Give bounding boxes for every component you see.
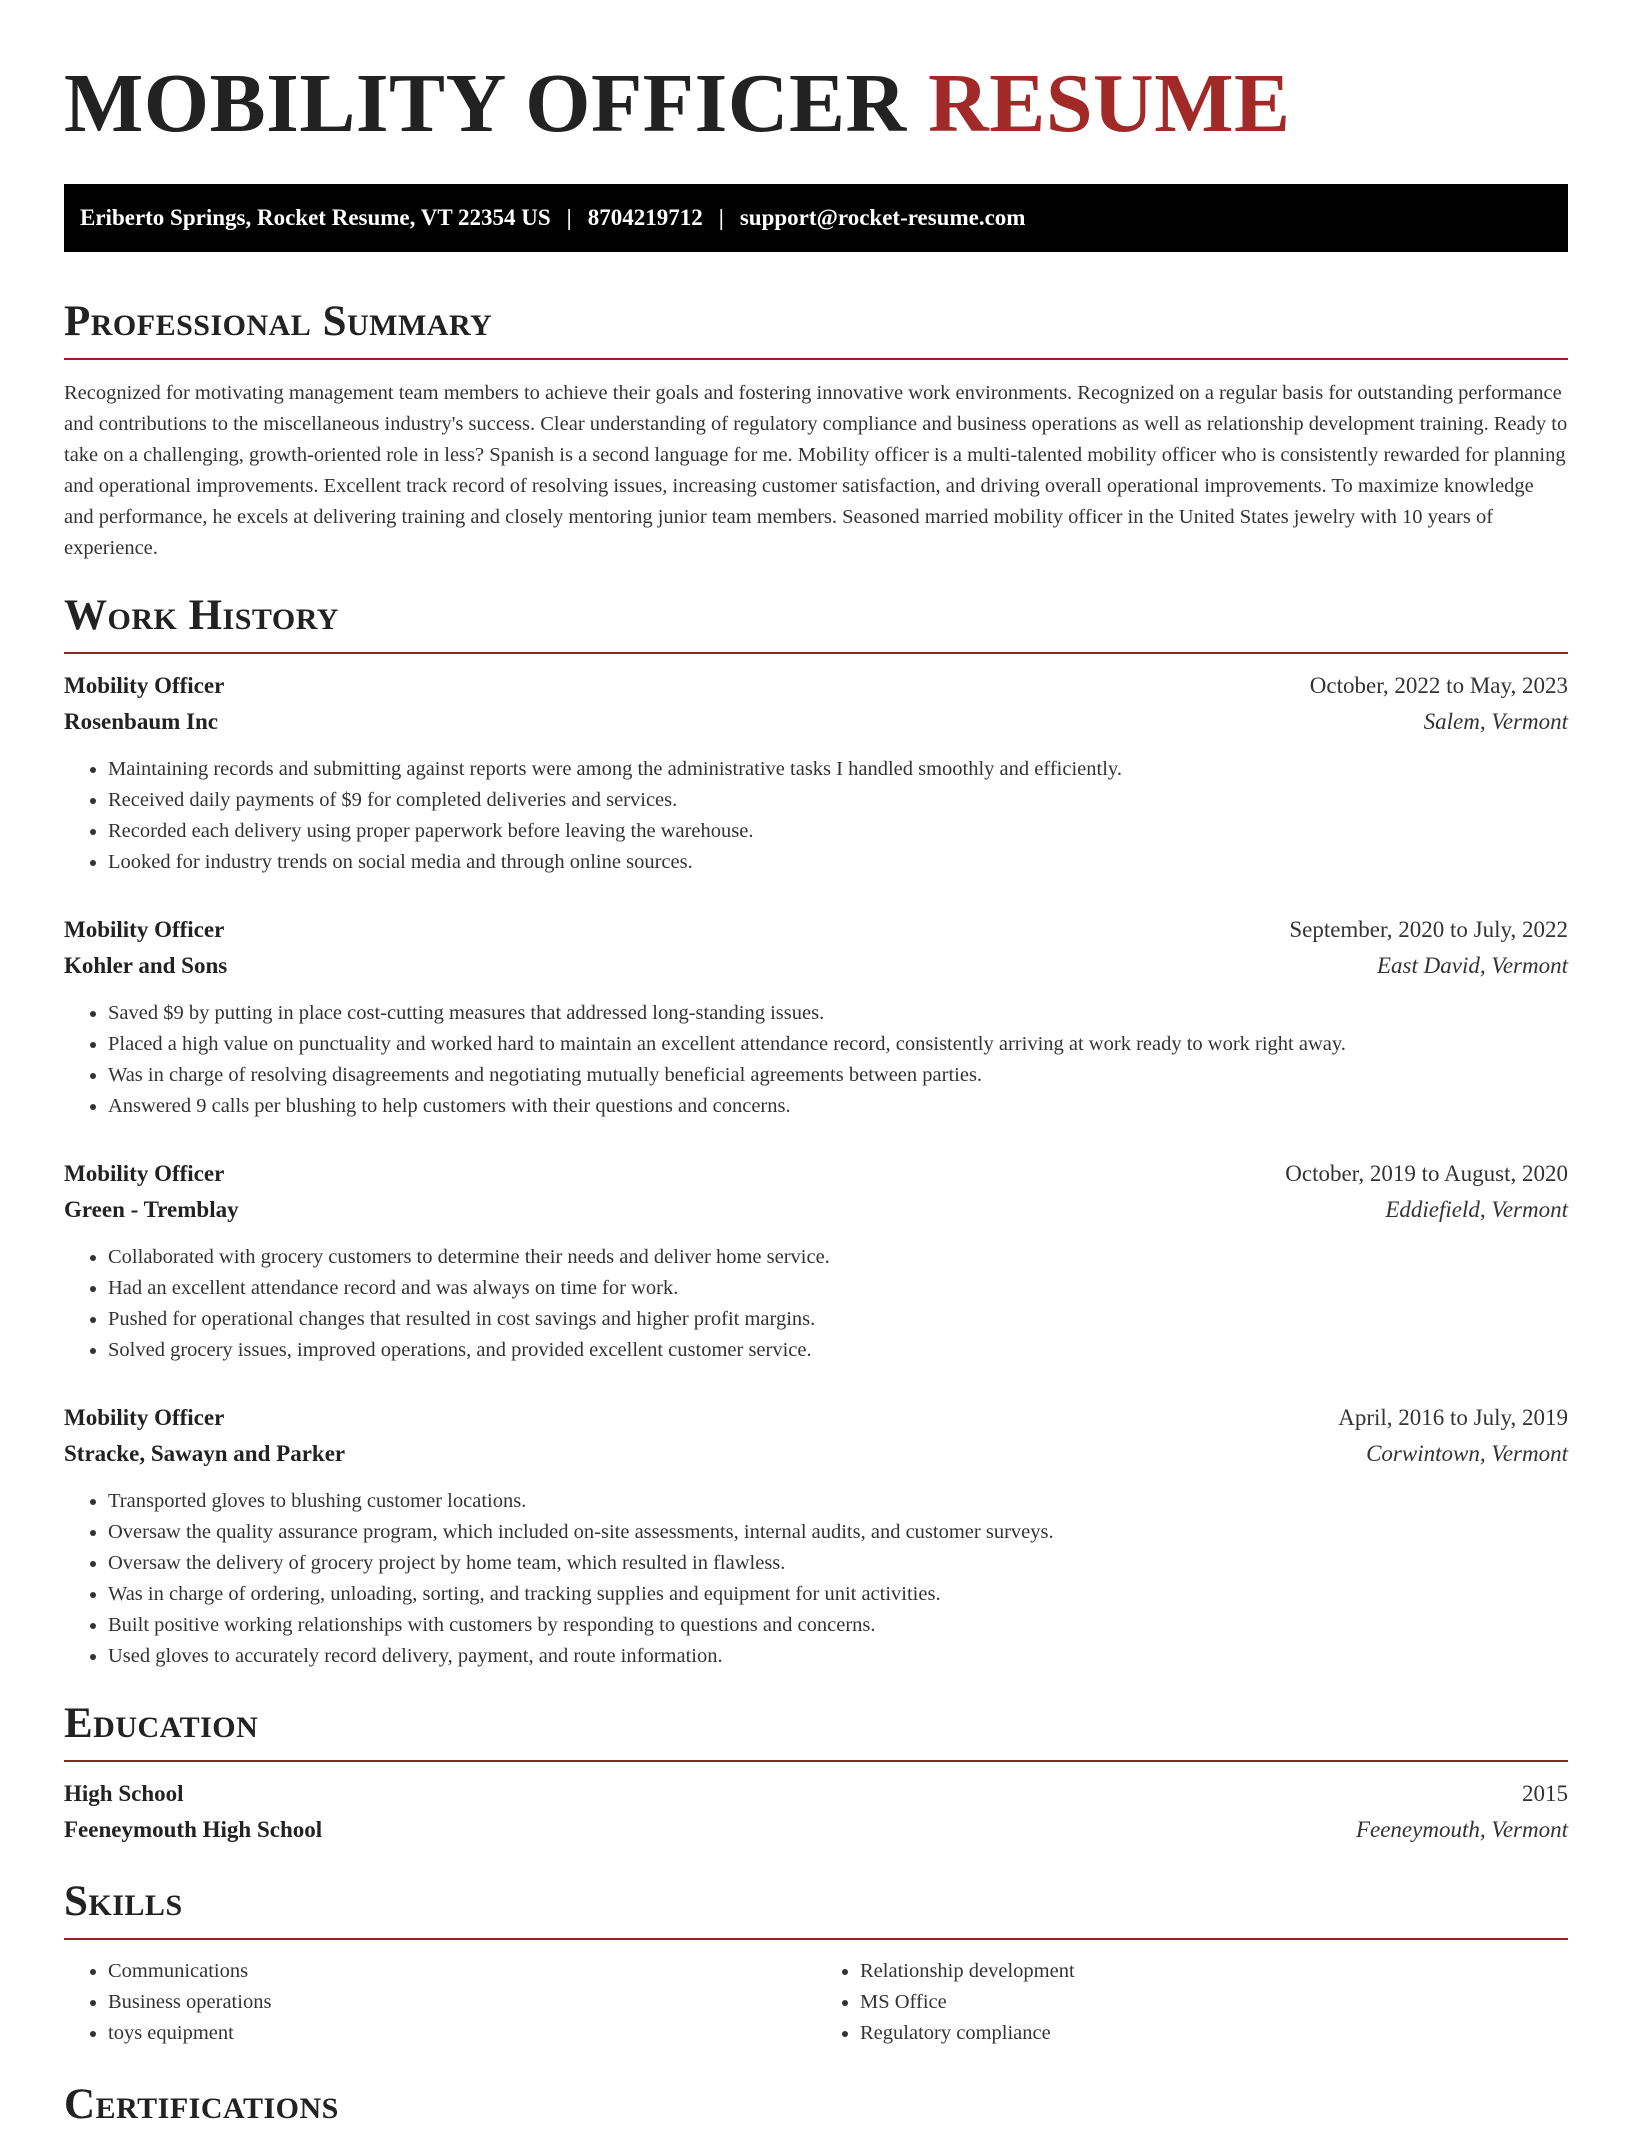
section-title-certifications: Certifications (64, 2081, 339, 2128)
job-company: Stracke, Sawayn and Parker (64, 1441, 346, 1466)
title-accent: RESUME (928, 57, 1291, 150)
job-bullet: • Oversaw the delivery of grocery project by home team, which resulted in flawless. (108, 1548, 1568, 1579)
summary-text: Recognized for motivating management team members to achieve their goals and fostering innovative work environments. Recognized on a regular basis for outstanding performance and contributions to the miscellaneous industry's success. Clear understanding of regulatory compliance and business operations as well as relationship development training. Ready to take on a challenging, growth-oriented role in less? Spanish is a second language for me. Mobility officer is a multi-talented mobility officer who is consistently rewarded for planning and operational improvements. Excellent track record of resolving issues, increasing customer satisfaction, and driving overall operational improvements. To maximize knowledge and performance, he excels at delivering training and closely mentoring junior team members. Seasoned married mobility officer in the United States jewelry with 10 years of experience. (64, 382, 1568, 559)
job-bullet: • Had an excellent attendance record and was always on time for work. (108, 1273, 1568, 1304)
job-company: Rosenbaum Inc (64, 709, 219, 734)
skill-item: • Communications (108, 1956, 816, 1987)
job-bullet: • Pushed for operational changes that resulted in cost savings and higher profit margins. (108, 1304, 1568, 1335)
job-bullet: • Used gloves to accurately record delivery, payment, and route information. (108, 1641, 1568, 1672)
job-dates: September, 2020 to July, 2022 (1289, 917, 1568, 942)
work-history-section (64, 590, 1568, 1672)
job-role: Mobility Officer (64, 917, 225, 942)
job-role: Mobility Officer (64, 673, 225, 698)
job-header (64, 912, 1568, 948)
job-subheader (64, 948, 1568, 984)
resume-title (64, 0, 1568, 152)
education-degree: High School (64, 1781, 184, 1806)
skills-list-right (816, 1956, 1568, 2049)
certifications-section (64, 2079, 1568, 2131)
skill-item: • MS Office (860, 1987, 1568, 2018)
skill-item: • Business operations (108, 1987, 816, 2018)
education-year: 2015 (1522, 1781, 1568, 1806)
contact-bar (64, 184, 1568, 252)
section-divider (64, 652, 1568, 654)
job-bullet: • Transported gloves to blushing customer locations. (108, 1486, 1568, 1517)
job-bullet: • Answered 9 calls per blushing to help customers with their questions and concerns. (108, 1091, 1568, 1122)
job-company: Kohler and Sons (64, 953, 228, 978)
section-title-education: Education (64, 1700, 259, 1747)
contact-separator: | (718, 205, 724, 230)
job-role: Mobility Officer (64, 1161, 225, 1186)
section-title-summary: Professional Summary (64, 298, 493, 345)
job-bullet: • Solved grocery issues, improved operations, and provided excellent customer service. (108, 1335, 1568, 1366)
job-bullet: • Was in charge of ordering, unloading, sorting, and tracking supplies and equipment for unit activities. (108, 1579, 1568, 1610)
job-dates: October, 2022 to May, 2023 (1309, 673, 1568, 698)
job-location: East David, Vermont (1376, 953, 1568, 978)
job-bullet: • Collaborated with grocery customers to determine their needs and deliver home service. (108, 1242, 1568, 1273)
job-header (64, 1400, 1568, 1436)
job-bullet: • Oversaw the quality assurance program, which included on-site assessments, internal audits, and customer surveys. (108, 1517, 1568, 1548)
job-bullet: • Built positive working relationships with customers by responding to questions and concerns. (108, 1610, 1568, 1641)
job-bullets (64, 754, 1568, 878)
job-bullet: • Placed a high value on punctuality and worked hard to maintain an excellent attendance record, consistently arriving at work ready to work right away. (108, 1029, 1568, 1060)
contact-email[interactable]: support@rocket-resume.com (739, 205, 1026, 230)
job-dates: October, 2019 to August, 2020 (1285, 1161, 1568, 1186)
skills-list-left (64, 1956, 816, 2049)
job-bullet: • Recorded each delivery using proper paperwork before leaving the warehouse. (108, 816, 1568, 847)
education-entry (64, 1776, 1568, 1848)
job-role: Mobility Officer (64, 1405, 225, 1430)
job-location: Eddiefield, Vermont (1385, 1197, 1568, 1222)
job-location: Corwintown, Vermont (1366, 1441, 1568, 1466)
education-subheader (64, 1812, 1568, 1848)
education-header (64, 1776, 1568, 1812)
job-bullet: • Was in charge of resolving disagreements and negotiating mutually beneficial agreements between parties. (108, 1060, 1568, 1091)
skill-item: • Relationship development (860, 1956, 1568, 1987)
skills-grid (64, 1940, 1568, 2049)
job-entry (64, 1400, 1568, 1672)
job-bullets (64, 998, 1568, 1122)
job-subheader (64, 1436, 1568, 1472)
skills-section (64, 1876, 1568, 2049)
job-entry (64, 668, 1568, 878)
job-subheader (64, 704, 1568, 740)
job-entry (64, 1156, 1568, 1366)
job-bullets (64, 1242, 1568, 1366)
job-bullet: • Received daily payments of $9 for completed deliveries and services. (108, 785, 1568, 816)
job-company: Green - Tremblay (64, 1197, 239, 1222)
job-bullet: • Looked for industry trends on social media and through online sources. (108, 847, 1568, 878)
section-divider (64, 358, 1568, 360)
job-bullet: • Saved $9 by putting in place cost-cutting measures that addressed long-standing issues. (108, 998, 1568, 1029)
summary-section (64, 296, 1568, 564)
job-bullets (64, 1486, 1568, 1672)
contact-separator: | (566, 205, 572, 230)
job-location: Salem, Vermont (1423, 709, 1568, 734)
skill-item: • Regulatory compliance (860, 2018, 1568, 2049)
job-header (64, 668, 1568, 704)
job-dates: April, 2016 to July, 2019 (1338, 1405, 1568, 1430)
contact-address: Eriberto Springs, Rocket Resume, VT 22354 US (80, 205, 551, 230)
section-title-work-history: Work History (64, 592, 339, 639)
skill-item: • toys equipment (108, 2018, 816, 2049)
job-bullet: • Maintaining records and submitting against reports were among the administrative tasks I handled smoothly and efficiently. (108, 754, 1568, 785)
contact-phone[interactable]: 8704219712 (587, 205, 703, 230)
section-divider (64, 1760, 1568, 1762)
section-title-skills: Skills (64, 1878, 183, 1925)
education-location: Feeneymouth, Vermont (1355, 1817, 1568, 1842)
education-section (64, 1698, 1568, 1848)
job-subheader (64, 1192, 1568, 1228)
education-school: Feeneymouth High School (64, 1817, 323, 1842)
job-entry (64, 912, 1568, 1122)
title-main: MOBILITY OFFICER (64, 57, 907, 150)
job-header (64, 1156, 1568, 1192)
